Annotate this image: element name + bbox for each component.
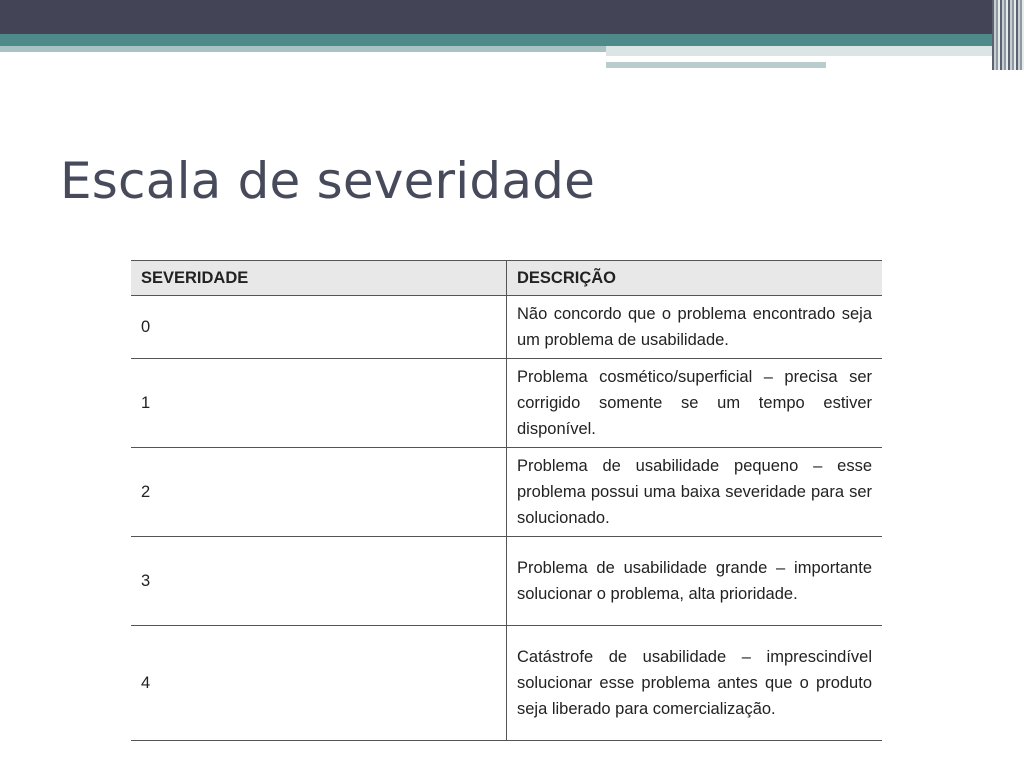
banner-stripe (606, 62, 826, 68)
severity-cell: 1 (131, 359, 507, 448)
banner-right-lines (992, 0, 1024, 70)
table-row (131, 626, 882, 741)
banner-teal-band (0, 34, 1024, 46)
table-row (131, 537, 882, 626)
description-cell: Catástrofe de usabilidade – imprescindível solucionar esse problema antes que o produto seja liberado para comercialização. (507, 626, 883, 741)
description-cell: Problema cosmético/superficial – precisa ser corrigido somente se um tempo estiver disponível. (507, 359, 883, 448)
slide-title: Escala de severidade (60, 152, 596, 210)
banner-stripe (606, 46, 1006, 56)
description-cell: Não concordo que o problema encontrado seja um problema de usabilidade. (507, 296, 883, 359)
column-header-description: DESCRIÇÃO (507, 261, 883, 296)
table-row (131, 448, 882, 537)
banner-stripe (606, 57, 946, 60)
table-row (131, 359, 882, 448)
severity-cell: 0 (131, 296, 507, 359)
table-row (131, 296, 882, 359)
description-cell: Problema de usabilidade grande – importante solucionar o problema, alta prioridade. (507, 537, 883, 626)
table-header-row (131, 261, 882, 296)
severity-cell: 3 (131, 537, 507, 626)
banner-light-band (0, 46, 606, 52)
severity-cell: 4 (131, 626, 507, 741)
banner-dark-band (0, 0, 1024, 34)
description-cell: Problema de usabilidade pequeno – esse problema possui uma baixa severidade para ser solucionado. (507, 448, 883, 537)
severity-cell: 2 (131, 448, 507, 537)
severity-table (131, 260, 882, 741)
column-header-severity: SEVERIDADE (131, 261, 507, 296)
